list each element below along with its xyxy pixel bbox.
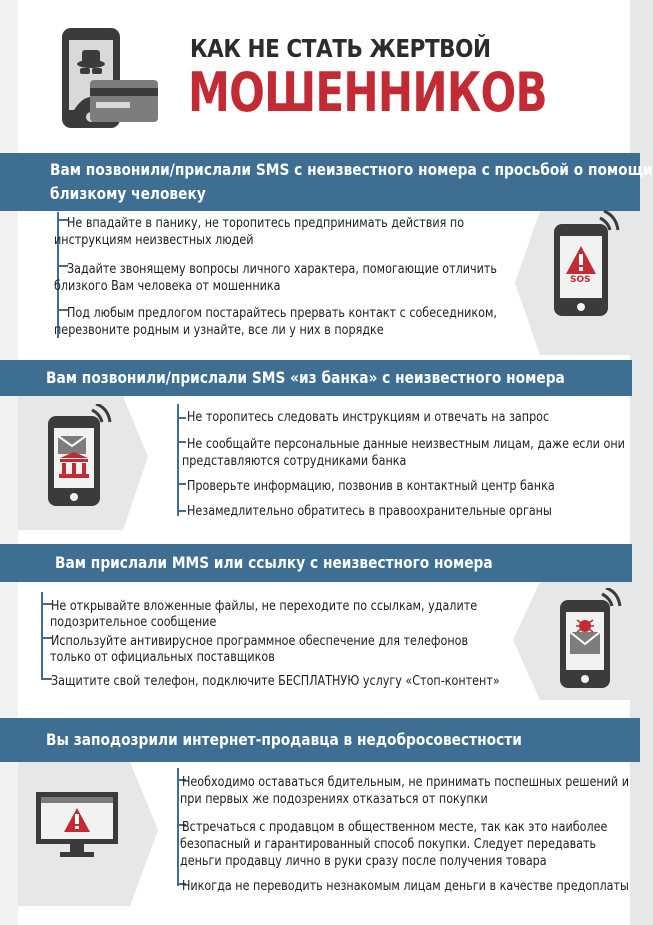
section-2-heading: Вам позвонили/прислали SMS «из банка» с неизвестного номера bbox=[46, 368, 565, 387]
section-3-item-1-line-2: подозрительное сообщение bbox=[50, 615, 217, 630]
section-3-item-1-line-1: Не открывайте вложенные файлы, не переходите по ссылкам, удалите bbox=[51, 599, 478, 614]
section-4-item-1-line-1: Необходимо оставаться бдительным, не принимать поспешных решений и bbox=[182, 775, 630, 790]
section-1-item-3-line-2: перезвоните родным и узнайте, все ли у них в порядке bbox=[54, 323, 384, 338]
bank-phone-icon bbox=[44, 404, 116, 510]
section-4-item-3: Никогда не переводить незнакомым лицам деньги в качестве предоплаты bbox=[182, 879, 629, 894]
section-3-item-2-line-2: только от официальных поставщиков bbox=[50, 650, 275, 665]
section-2-item-3: Проверьте информацию, позвонив в контактный центр банка bbox=[187, 479, 555, 494]
section-3-item-3: Защитите свой телефон, подключите БЕСПЛАТНУЮ услугу «Стоп-контент» bbox=[51, 674, 500, 689]
section-4-item-2-line-2: безопасный и гарантированный способ покупки. Следует передавать bbox=[180, 837, 597, 852]
spy-phone-card-icon bbox=[60, 26, 160, 132]
section-4-item-2-line-3: деньги продавцу лично в руки сразу после получения товара bbox=[180, 854, 547, 869]
section-1-heading-line-1: Вам позвонили/прислали SMS с неизвестного номера с просьбой о помощи bbox=[50, 160, 653, 179]
virus-message-phone-icon bbox=[556, 588, 628, 692]
section-1-item-3-line-1: Под любым предлогом постарайтесь прервать контакт с собеседником, bbox=[67, 306, 497, 321]
section-1-item-2-line-1: Задайте звонящему вопросы личного характера, помогающие отличить bbox=[67, 262, 498, 277]
page-title-line-1: КАК НЕ СТАТЬ ЖЕРТВОЙ bbox=[190, 34, 491, 63]
sos-label: SOS bbox=[570, 275, 591, 285]
section-3-heading: Вам прислали MMS или ссылку с неизвестного номера bbox=[55, 553, 493, 572]
section-1-item-1-line-2: инструкциям неизвестных людей bbox=[54, 233, 254, 248]
section-1-item-1-line-1: Не впадайте в панику, не торопитесь предпринимать действия по bbox=[67, 216, 465, 231]
sos-phone-icon bbox=[548, 210, 624, 320]
section-2-item-2-line-1: Не сообщайте персональные данные неизвестным лицам, даже если они bbox=[187, 437, 625, 452]
section-3-item-2-line-1: Используйте антивирусное программное обеспечение для телефонов bbox=[51, 634, 469, 649]
section-4-item-2-line-1: Встречаться с продавцом в общественном месте, так как это наиболее bbox=[182, 820, 608, 835]
section-1-item-2-line-2: близкого Вам человека от мошенника bbox=[54, 279, 281, 294]
warning-monitor-icon bbox=[36, 792, 118, 860]
section-2-item-1: Не торопитесь следовать инструкциям и отвечать на запрос bbox=[187, 410, 550, 425]
section-4-heading: Вы заподозрили интернет-продавца в недобросовестности bbox=[46, 730, 522, 749]
section-1-heading-line-2: близкому человеку bbox=[50, 184, 206, 203]
section-4-item-1-line-2: при первых же подозрениях отказаться от покупки bbox=[180, 792, 488, 807]
page-title-line-2: МОШЕННИКОВ bbox=[188, 61, 547, 124]
section-2-item-4: Незамедлительно обратитесь в правоохранительные органы bbox=[187, 504, 552, 519]
section-2-item-2-line-2: представляются сотрудниками банка bbox=[182, 454, 407, 469]
